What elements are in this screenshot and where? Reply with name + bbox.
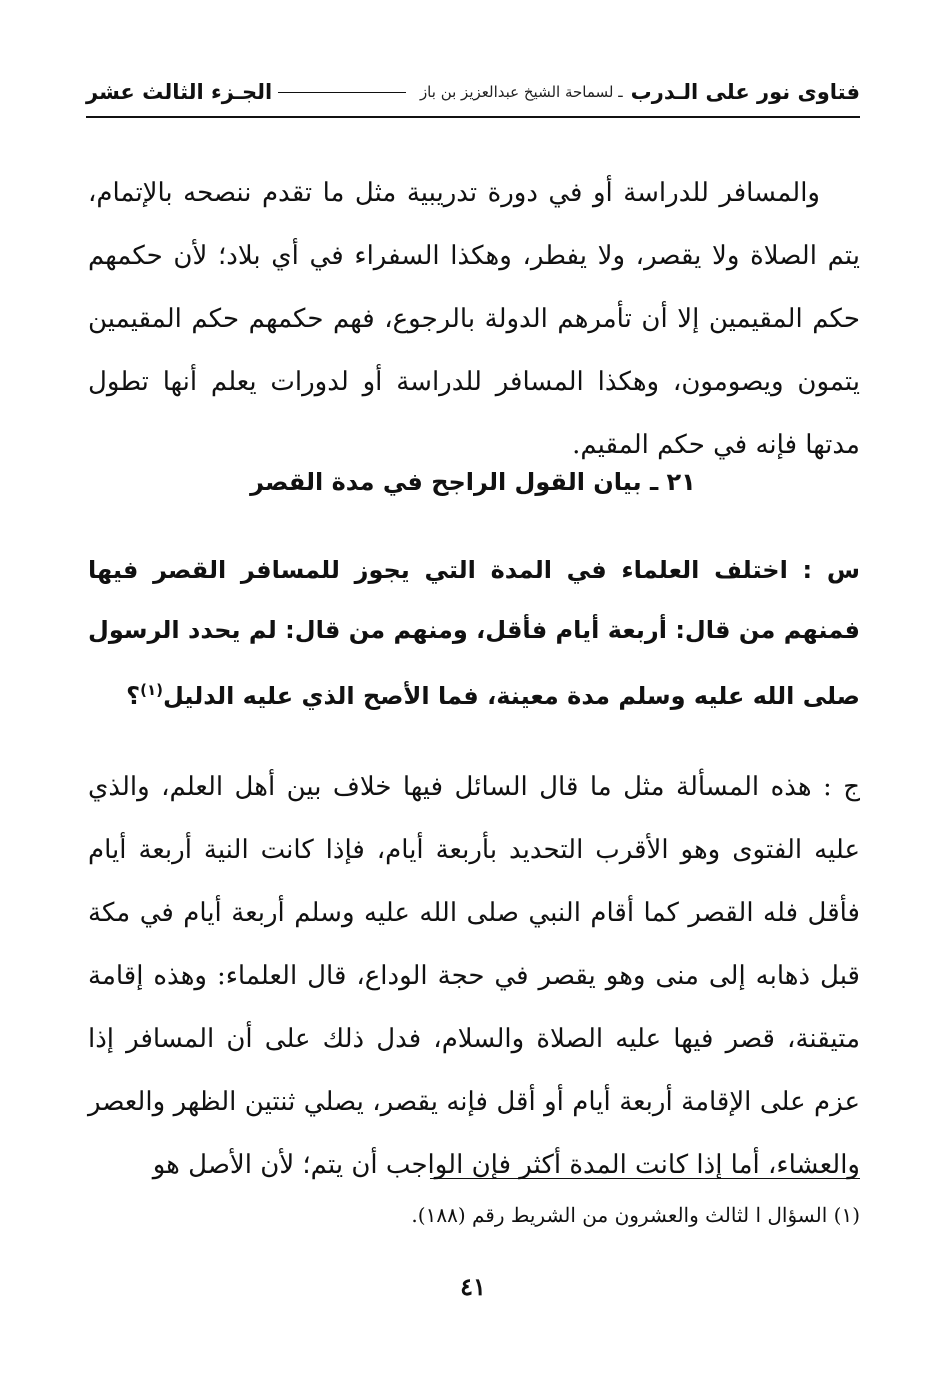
intro-paragraph: والمسافر للدراسة أو في دورة تدريبية مثل ما تقدم ننصحه بالإتمام، يتم الصلاة ولا يقصر، ولا يفطر، وهكذا السفراء في أي بلاد؛ لأن حكمهم حكم المقيمين إلا أن تأمرهم الدولة بالرجوع، فهم حكمهم حكم المقيمين يتمون ويصومون، وهكذا المسافر للدراسة أو لدورات يعلم أنها تطول مدتها فإنه في حكم المقيم. [88,178,860,460]
footnote-separator [430,1178,860,1179]
footnote-reference: (١) [140,681,163,699]
running-header [86,72,860,118]
header-dash [278,92,406,93]
question-text: اختلف العلماء في المدة التي يجوز للمسافر القصر فيها فمنهم من قال: أربعة أيام فأقل، ومنهم من قال: لم يحدد الرسول صلى الله عليه وسلم مدة معينة، فما الأصح الذي عليه الدليل [88,556,860,710]
question-prefix: س : [802,556,860,584]
question-mark: ؟ [126,682,141,710]
question-block [88,540,860,726]
author-name: ـ لسماحة الشيخ عبدالعزيز بن باز [419,83,623,101]
book-title: فتاوى نور على الـدرب [630,80,860,104]
page-number: ٤١ [460,1272,486,1301]
footnote: (١) السؤال ا لثالث والعشرون من الشريط رقم (١٨٨). [411,1203,860,1227]
answer-text: هذه المسألة مثل ما قال السائل فيها خلاف بين أهل العلم، والذي عليه الفتوى وهو الأقرب التحديد بأربعة أيام، فإذا كانت النية أربعة أيام فأقل فله القصر كما أقام النبي صلى الله عليه وسلم أربعة أيام في مكة قبل ذهابه إلى منى وهو يقصر في حجة الوداع، قال العلماء: وهذه إقامة متيقنة، قصر فيها عليه الصلاة والسلام، فدل ذلك على أن المسافر إذا عزم على الإقامة أربعة أيام أو أقل فإنه يقصر، يصلي ثنتين الظهر والعصر والعشاء، أما إذا كانت المدة أكثر فإن الواجب أن يتم؛ لأن الأصل هو [88,772,860,1180]
section-title: ٢١ ـ بيان القول الراجح في مدة القصر [250,468,696,496]
answer-prefix: ج : [823,772,860,802]
answer-block [88,756,860,1197]
part-label: الجـزء الثالث عشر [86,80,273,104]
